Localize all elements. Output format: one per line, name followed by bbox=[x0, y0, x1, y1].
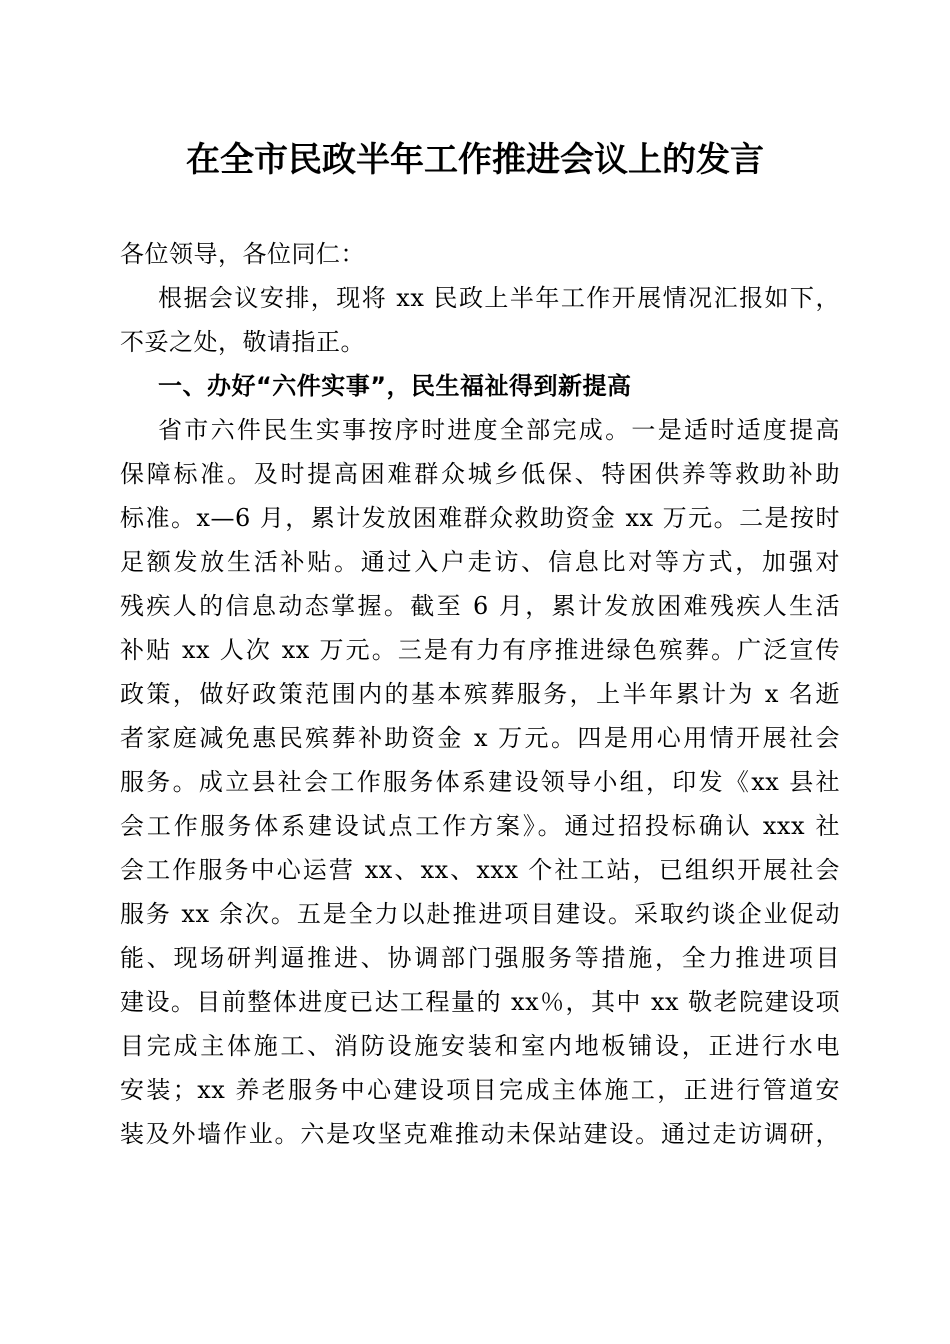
body-line: 者家庭减免惠民殡葬补助资金 x 万元。四是用心用情开展社会 bbox=[120, 724, 840, 752]
body-line: 目完成主体施工、消防设施安装和室内地板铺设，正进行水电 bbox=[120, 1032, 840, 1060]
body-line: 装及外墙作业。六是攻坚克难推动未保站建设。通过走访调研， bbox=[120, 1120, 840, 1148]
body-line: 保障标准。及时提高困难群众城乡低保、特困供养等救助补助 bbox=[120, 460, 840, 488]
salutation: 各位领导，各位同仁： bbox=[120, 240, 365, 268]
intro-line: 不妥之处，敬请指正。 bbox=[120, 328, 365, 356]
intro-line: 根据会议安排，现将 xx 民政上半年工作开展情况汇报如下， bbox=[158, 284, 840, 312]
body-line: 能、现场研判逼推进、协调部门强服务等措施，全力推进项目 bbox=[120, 944, 840, 972]
body-line: 服务。成立县社会工作服务体系建设领导小组，印发《xx 县社 bbox=[120, 768, 840, 796]
body-line: 建设。目前整体进度已达工程量的 xx％，其中 xx 敬老院建设项 bbox=[120, 988, 840, 1016]
section-heading: 一、办好“六件实事”，民生福祉得到新提高 bbox=[158, 372, 632, 400]
body-line: 残疾人的信息动态掌握。截至 6 月，累计发放困难残疾人生活 bbox=[120, 592, 840, 620]
body-line: 政策，做好政策范围内的基本殡葬服务，上半年累计为 x 名逝 bbox=[120, 680, 840, 708]
body-line: 足额发放生活补贴。通过入户走访、信息比对等方式，加强对 bbox=[120, 548, 840, 576]
body-line: 安装；xx 养老服务中心建设项目完成主体施工，正进行管道安 bbox=[120, 1076, 840, 1104]
body-line: 省市六件民生实事按序时进度全部完成。一是适时适度提高 bbox=[158, 416, 840, 444]
body-line: 服务 xx 余次。五是全力以赴推进项目建设。采取约谈企业促动 bbox=[120, 900, 840, 928]
body-line: 会工作服务体系建设试点工作方案》。通过招投标确认 xxx 社 bbox=[120, 812, 840, 840]
body-line: 标准。x—6 月，累计发放困难群众救助资金 xx 万元。二是按时 bbox=[120, 504, 840, 532]
body-line: 会工作服务中心运营 xx、xx、xxx 个社工站，已组织开展社会 bbox=[120, 856, 840, 884]
body-line: 补贴 xx 人次 xx 万元。三是有力有序推进绿色殡葬。广泛宣传 bbox=[120, 636, 840, 664]
document-title: 在全市民政半年工作推进会议上的发言 bbox=[186, 140, 764, 180]
